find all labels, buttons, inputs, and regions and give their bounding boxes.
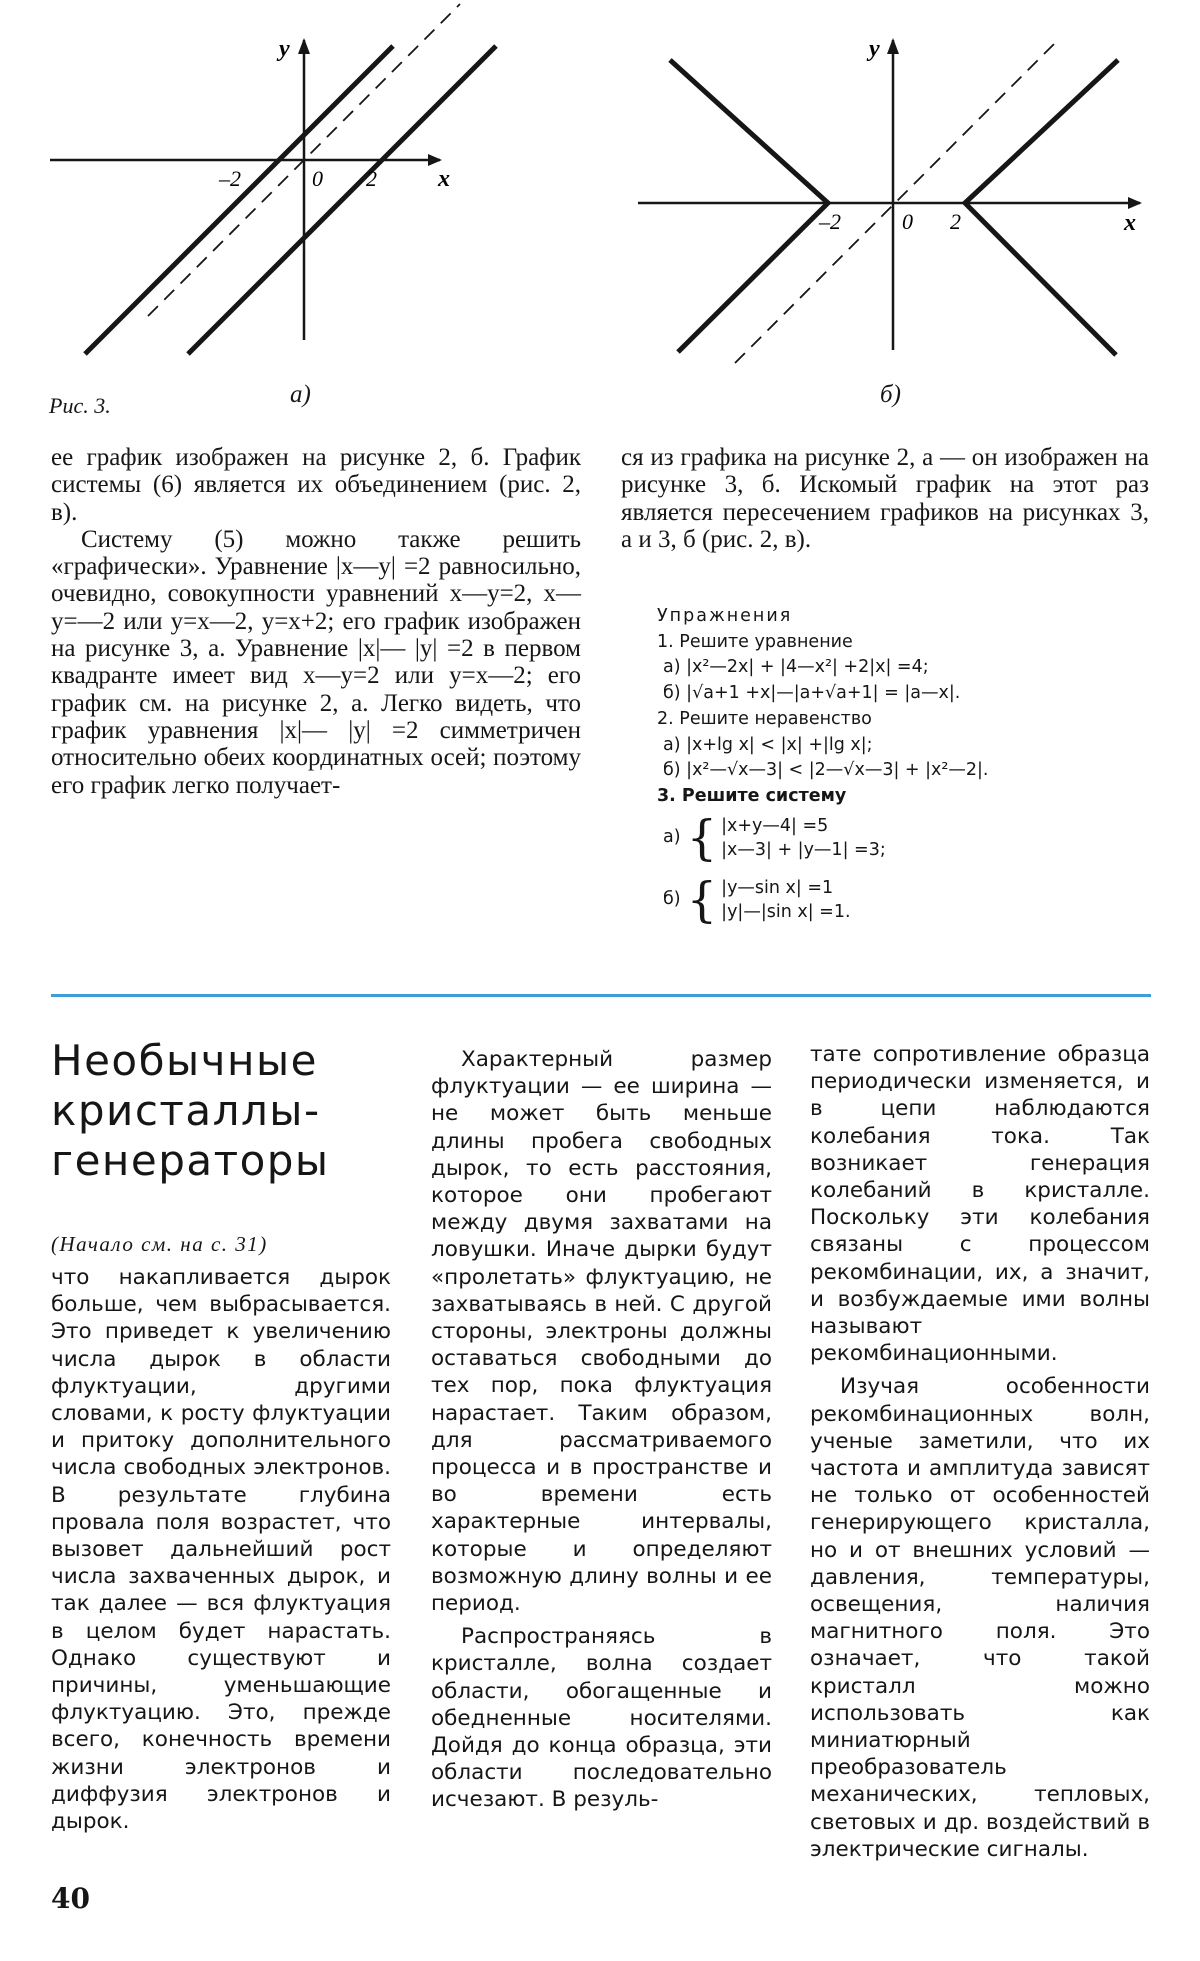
line-y-x-plus-2: [85, 46, 393, 354]
paragraph: ее график изображен на рисунке 2, б. График системы (6) является их объединением (рис. 2, в).: [51, 444, 581, 526]
article-column-3: [810, 1041, 1150, 1863]
system-equation: |x—3| + |y—1| =3;: [721, 839, 886, 860]
system-b-label: б): [663, 888, 681, 909]
article-column-1: [51, 1264, 391, 1835]
exercise-item: б) |x²—√x—3| < |2—√x—3| + |x²—2|.: [663, 760, 989, 781]
exercise-item: а) |x²—2x| + |4—x²| +2|x| =4;: [663, 657, 929, 678]
paragraph: ся из графика на рисунке 2, а — он изображен на рисунке 3, б. Искомый график на этот раз является пересечением графиков на рисунках 3, а и 3, б (рис. 2, в).: [621, 444, 1149, 553]
exercise-item: 2. Решите неравенство: [657, 708, 872, 729]
y-axis-label: y: [869, 36, 880, 62]
brace-icon: {: [686, 809, 718, 866]
brace-icon: {: [686, 871, 718, 928]
exercise-item: 3. Решите систему: [657, 785, 847, 806]
origin-label: 0: [312, 166, 323, 191]
title-line: Необычные: [51, 1036, 318, 1085]
branch-left: [670, 60, 828, 352]
tick-minus-2: –2: [219, 166, 241, 191]
system-equation: |y|—|sin x| =1.: [721, 901, 851, 922]
article-column-2: [431, 1046, 772, 1814]
origin-label: 0: [902, 209, 913, 234]
tick-minus-2: –2: [819, 209, 841, 234]
graph-b: [630, 30, 1160, 370]
exercises-heading: Упражнения: [657, 606, 793, 626]
graph-a-svg: [40, 30, 560, 370]
article-title: [51, 1036, 351, 1186]
page-number: 40: [51, 1882, 90, 1915]
paragraph: что накапливается дырок больше, чем выбрасывается. Это приведет к увеличению числа дырок в области флуктуации, другими словами, к росту флуктуации и притоку дополнительного числа свободных электронов. В результате глубина провала поля возрастет, что вызовет дальнейший рост числа захваченных дырок, и так далее — вся флуктуация в целом будет нарастать. Однако существуют и причины, уменьшающие флуктуацию. Это, прежде всего, конечность времени жизни электронов и диффузия электронов и дырок.: [51, 1265, 391, 1835]
line-y-x-minus-2: [188, 46, 496, 354]
math-text-right: [621, 444, 1149, 553]
section-divider: [51, 994, 1151, 997]
system-a: [657, 809, 1127, 866]
paragraph: тате сопротивление образца периодически изменяется, и в цепи наблюдаются колебания тока. Так возникает генерация колебаний в кристалле. Поскольку эти колебания связаны с процессом рекомбинации, их, а значит, и возбуждаемые ими волны называют рекомбинационными.: [810, 1042, 1150, 1367]
exercises-block: [657, 604, 1127, 928]
paragraph: Характерный размер флуктуации — ее ширина — не может быть меньше длины пробега свободных дырок, то есть расстояния, которое они пробегают между двумя захватами на ловушки. Иначе дырки будут «пролетать» флуктуацию, не захватываясь в ней. С другой стороны, электроны должны оставаться свободными до тех пор, пока флуктуация нарастает. Таким образом, для рассматриваемого процесса и в пространстве и во времени есть характерные интервалы, которые и определяют возможную длину волны и ее период.: [431, 1047, 772, 1617]
graph-b-label: б): [880, 381, 901, 408]
paragraph: Систему (5) можно также решить «графически». Уравнение |x—y| =2 равносильно, очевидно, совокупности уравнений x—y=2, x—y=—2 или y=x—2, y=x+2; его график изображен на рисунке 3, а. Уравнение |x|— |y| =2 в первом квадранте имеет вид x—y=2 или y=x—2; его график см. на рисунке 2, а. Легко видеть, что график уравнения |x|— |y| =2 симметричен относительно обеих координатных осей; поэтому его график легко получает-: [51, 525, 581, 799]
x-axis-label: x: [438, 166, 450, 192]
graph-a: [40, 30, 560, 370]
y-axis-arrow: [298, 38, 310, 54]
title-line: генераторы: [51, 1136, 330, 1185]
system-equation: |y—sin x| =1: [721, 877, 834, 898]
x-axis-arrow: [428, 154, 442, 166]
system-equation: |x+y—4| =5: [721, 815, 829, 836]
paragraph: Изучая особенности рекомбинационных волн, ученые заметили, что их частота и амплитуда зависят не только от особенностей генерирующего кристалла, но и от внешних условий — давления, температуры, освещения, наличия магнитного поля. Это означает, что такой кристалл можно использовать как миниатюрный преобразователь механических, тепловых, световых и др. воздействий в электрические сигналы.: [810, 1374, 1150, 1862]
x-axis-label: x: [1124, 210, 1136, 236]
graph-a-label: а): [290, 381, 311, 408]
x-axis-arrow: [1128, 197, 1142, 209]
title-line: кристаллы-: [51, 1086, 321, 1135]
branch-right: [965, 60, 1118, 355]
continuation-note: (Начало см. на с. 31): [51, 1232, 268, 1256]
y-axis-arrow: [887, 38, 899, 54]
math-text-left: [51, 444, 581, 799]
system-b: [657, 871, 1127, 928]
system-a-label: а): [663, 826, 681, 847]
graph-b-svg: [630, 30, 1160, 370]
paragraph: Распространяясь в кристалле, волна создает области, обогащенные и обедненные носителями. Дойдя до конца образца, эти области последовательно исчезают. В резуль-: [431, 1624, 772, 1813]
tick-plus-2: 2: [950, 209, 961, 234]
y-axis-label: y: [279, 36, 290, 62]
exercise-item: 1. Решите уравнение: [657, 631, 853, 652]
tick-plus-2: 2: [366, 166, 377, 191]
exercise-item: а) |x+lg x| < |x| +|lg x|;: [663, 734, 873, 755]
exercise-item: б) |√a+1 +x|—|a+√a+1| = |a—x|.: [663, 683, 961, 704]
figure-caption: Рис. 3.: [49, 393, 111, 418]
